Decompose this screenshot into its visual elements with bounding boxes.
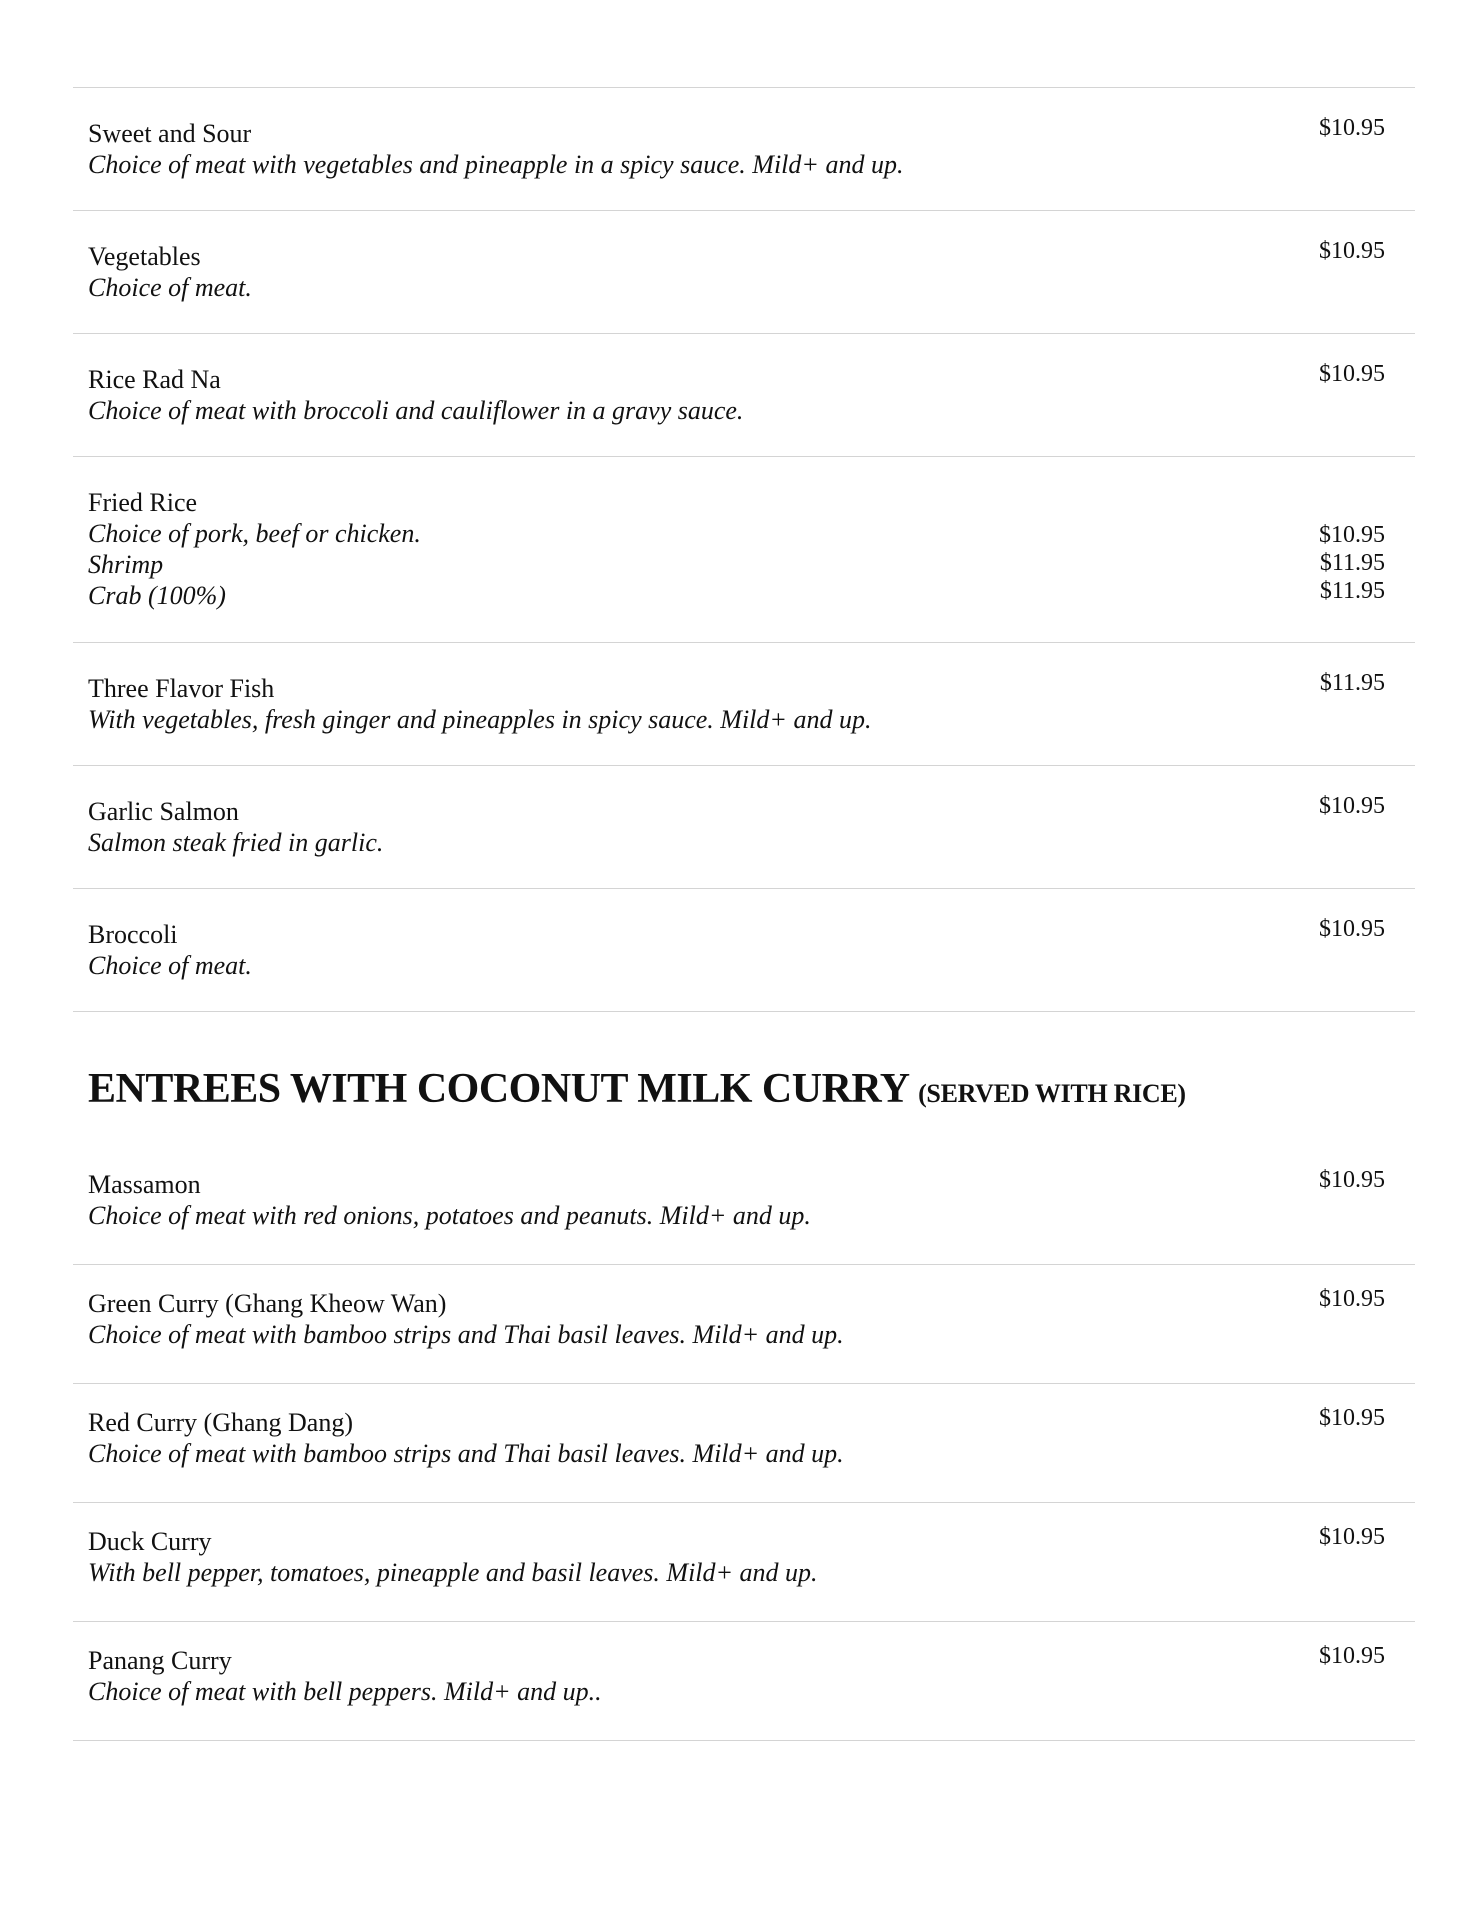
item-name: Fried Rice — [88, 488, 198, 517]
item-name: Panang Curry — [88, 1646, 232, 1675]
option-prices — [1319, 521, 1385, 605]
menu-item-massamon — [73, 1146, 1415, 1265]
item-name: Three Flavor Fish — [88, 674, 275, 703]
item-name: Duck Curry — [88, 1527, 212, 1556]
item-name: Green Curry (Ghang Kheow Wan) — [88, 1289, 447, 1318]
item-price: $10.95 — [1319, 916, 1385, 942]
item-description: Choice of meat. — [88, 951, 252, 980]
item-name: Garlic Salmon — [88, 797, 239, 826]
option-label: Crab (100%) — [88, 581, 226, 610]
item-price: $10.95 — [1319, 238, 1385, 264]
menu-item-red-curry — [73, 1384, 1415, 1503]
item-price: $11.95 — [1319, 670, 1385, 696]
item-name: Massamon — [88, 1170, 201, 1199]
item-price: $10.95 — [1319, 361, 1385, 387]
item-price: $10.95 — [1319, 1286, 1385, 1312]
item-price: $10.95 — [1319, 1405, 1385, 1431]
item-description: Choice of meat with vegetables and pineapple in a spicy sauce. Mild+ and up. — [88, 150, 904, 179]
item-name: Red Curry (Ghang Dang) — [88, 1408, 353, 1437]
item-description: Choice of meat with bell peppers. Mild+ and up.. — [88, 1677, 602, 1706]
item-description: Choice of meat with red onions, potatoes and peanuts. Mild+ and up. — [88, 1201, 811, 1230]
item-name: Vegetables — [88, 242, 201, 271]
curry-section-header — [73, 1012, 1415, 1146]
item-description: Choice of meat with broccoli and cauliflower in a gravy sauce. — [88, 396, 744, 425]
item-price: $10.95 — [1319, 1524, 1385, 1550]
menu-item-sweet-and-sour — [73, 88, 1415, 211]
section-title-text: ENTREES WITH COCONUT MILK CURRY — [88, 1066, 909, 1112]
section-subtitle: (SERVED WITH RICE) — [918, 1079, 1186, 1108]
menu-item-panang-curry — [73, 1622, 1415, 1741]
menu-item-rice-rad-na — [73, 334, 1415, 457]
item-description: With vegetables, fresh ginger and pineapples in spicy sauce. Mild+ and up. — [88, 705, 872, 734]
menu-item-fried-rice — [73, 457, 1415, 643]
item-name: Broccoli — [88, 920, 178, 949]
option-price: $10.95 — [1319, 522, 1385, 548]
item-description: Choice of meat. — [88, 273, 252, 302]
item-description: Choice of meat with bamboo strips and Thai basil leaves. Mild+ and up. — [88, 1439, 844, 1468]
menu-item-duck-curry — [73, 1503, 1415, 1622]
item-description: Salmon steak fried in garlic. — [88, 828, 384, 857]
menu-item-garlic-salmon — [73, 766, 1415, 889]
menu-item-vegetables — [73, 211, 1415, 334]
option-price: $11.95 — [1319, 550, 1385, 576]
option-label: Shrimp — [88, 550, 164, 579]
menu-item-green-curry — [73, 1265, 1415, 1384]
item-name: Rice Rad Na — [88, 365, 221, 394]
item-price: $10.95 — [1319, 115, 1385, 141]
item-price: $10.95 — [1319, 1167, 1385, 1193]
item-options — [88, 518, 421, 611]
item-description: With bell pepper, tomatoes, pineapple and basil leaves. Mild+ and up. — [88, 1558, 818, 1587]
section-title — [88, 1066, 1186, 1117]
item-description: Choice of meat with bamboo strips and Thai basil leaves. Mild+ and up. — [88, 1320, 844, 1349]
option-label: Choice of pork, beef or chicken. — [88, 519, 421, 548]
menu-item-three-flavor-fish — [73, 643, 1415, 766]
item-name: Sweet and Sour — [88, 119, 252, 148]
item-price: $10.95 — [1319, 793, 1385, 819]
item-price: $10.95 — [1319, 1643, 1385, 1669]
option-price: $11.95 — [1319, 578, 1385, 604]
menu-page — [73, 87, 1415, 1741]
menu-item-broccoli — [73, 889, 1415, 1012]
